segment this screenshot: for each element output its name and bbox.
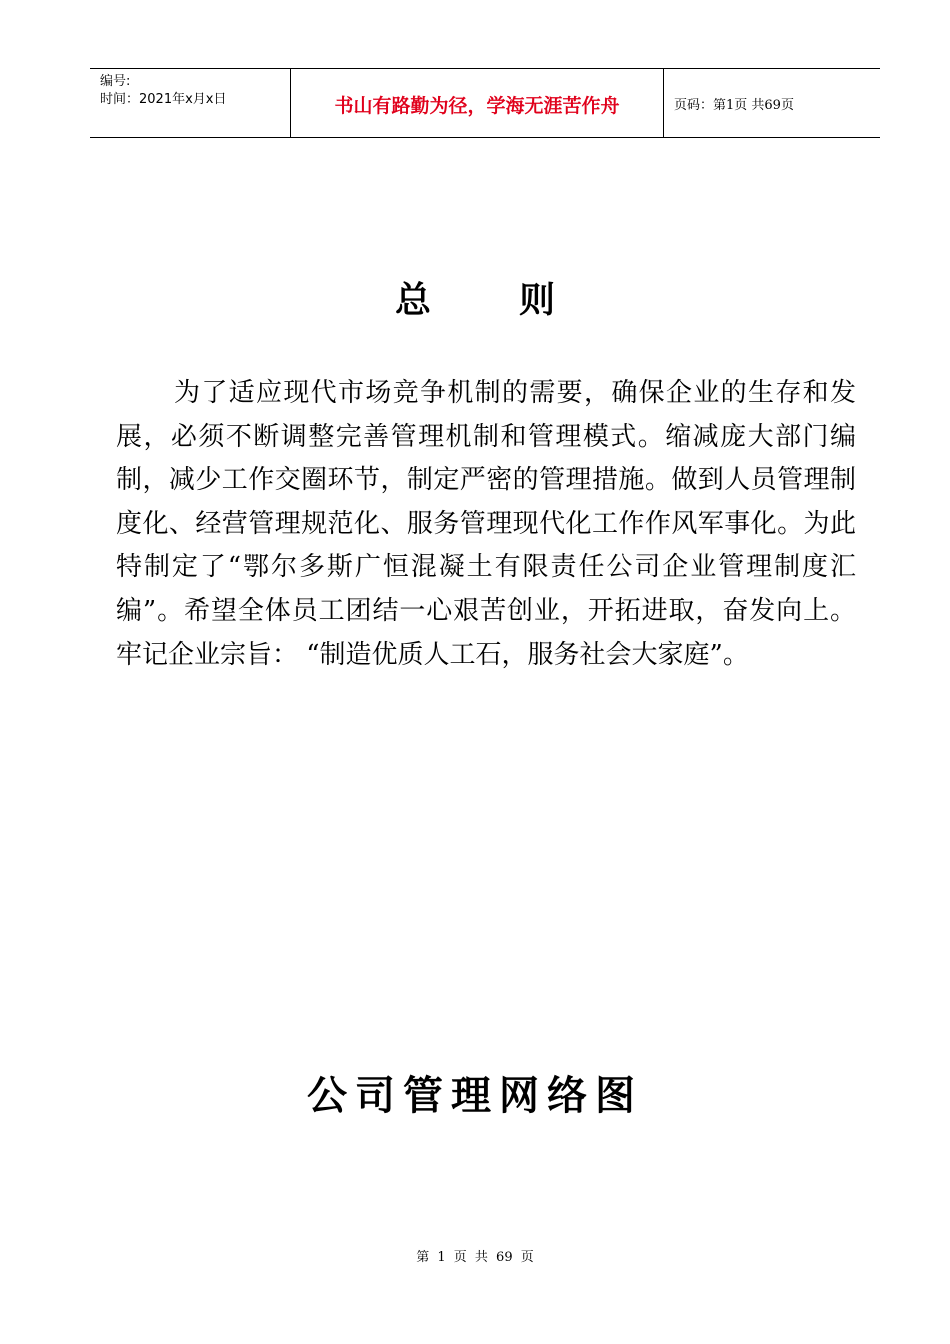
page-footer: 第 1 页 共 69 页 <box>416 1250 534 1265</box>
header-motto: 书山有路勤为径，学海无涯苦作舟 <box>334 95 620 117</box>
header-meta <box>100 73 226 109</box>
header-time-label: 时间：2021年x月x日 <box>100 92 227 107</box>
header-page-info: 页码：第1页 共69页 <box>674 98 794 113</box>
section-title: 总则 <box>394 280 643 321</box>
header-divider <box>663 69 664 137</box>
page-header <box>90 68 880 138</box>
header-number-label: 编号: <box>100 74 131 89</box>
org-chart-title: 公司管理网络图 <box>307 1073 643 1119</box>
body-paragraph: 为了适应现代市场竞争机制的需要，确保企业的生存和发展，必须不断调整完善管理机制和管理模式。缩减庞大部门编制，减少工作交圈环节，制定严密的管理措施。做到人员管理制度化、经营管理规范化、服务管理现代化工作作风军事化。为此特制定了“鄂尔多斯广恒混凝土有限责任公司企业管理制度汇编”。希望全体员工团结一心艰苦创业，开拓进取，奋发向上。牢记企业宗旨： “制造优质人工石，服务社会大家庭”。 <box>116 378 856 670</box>
